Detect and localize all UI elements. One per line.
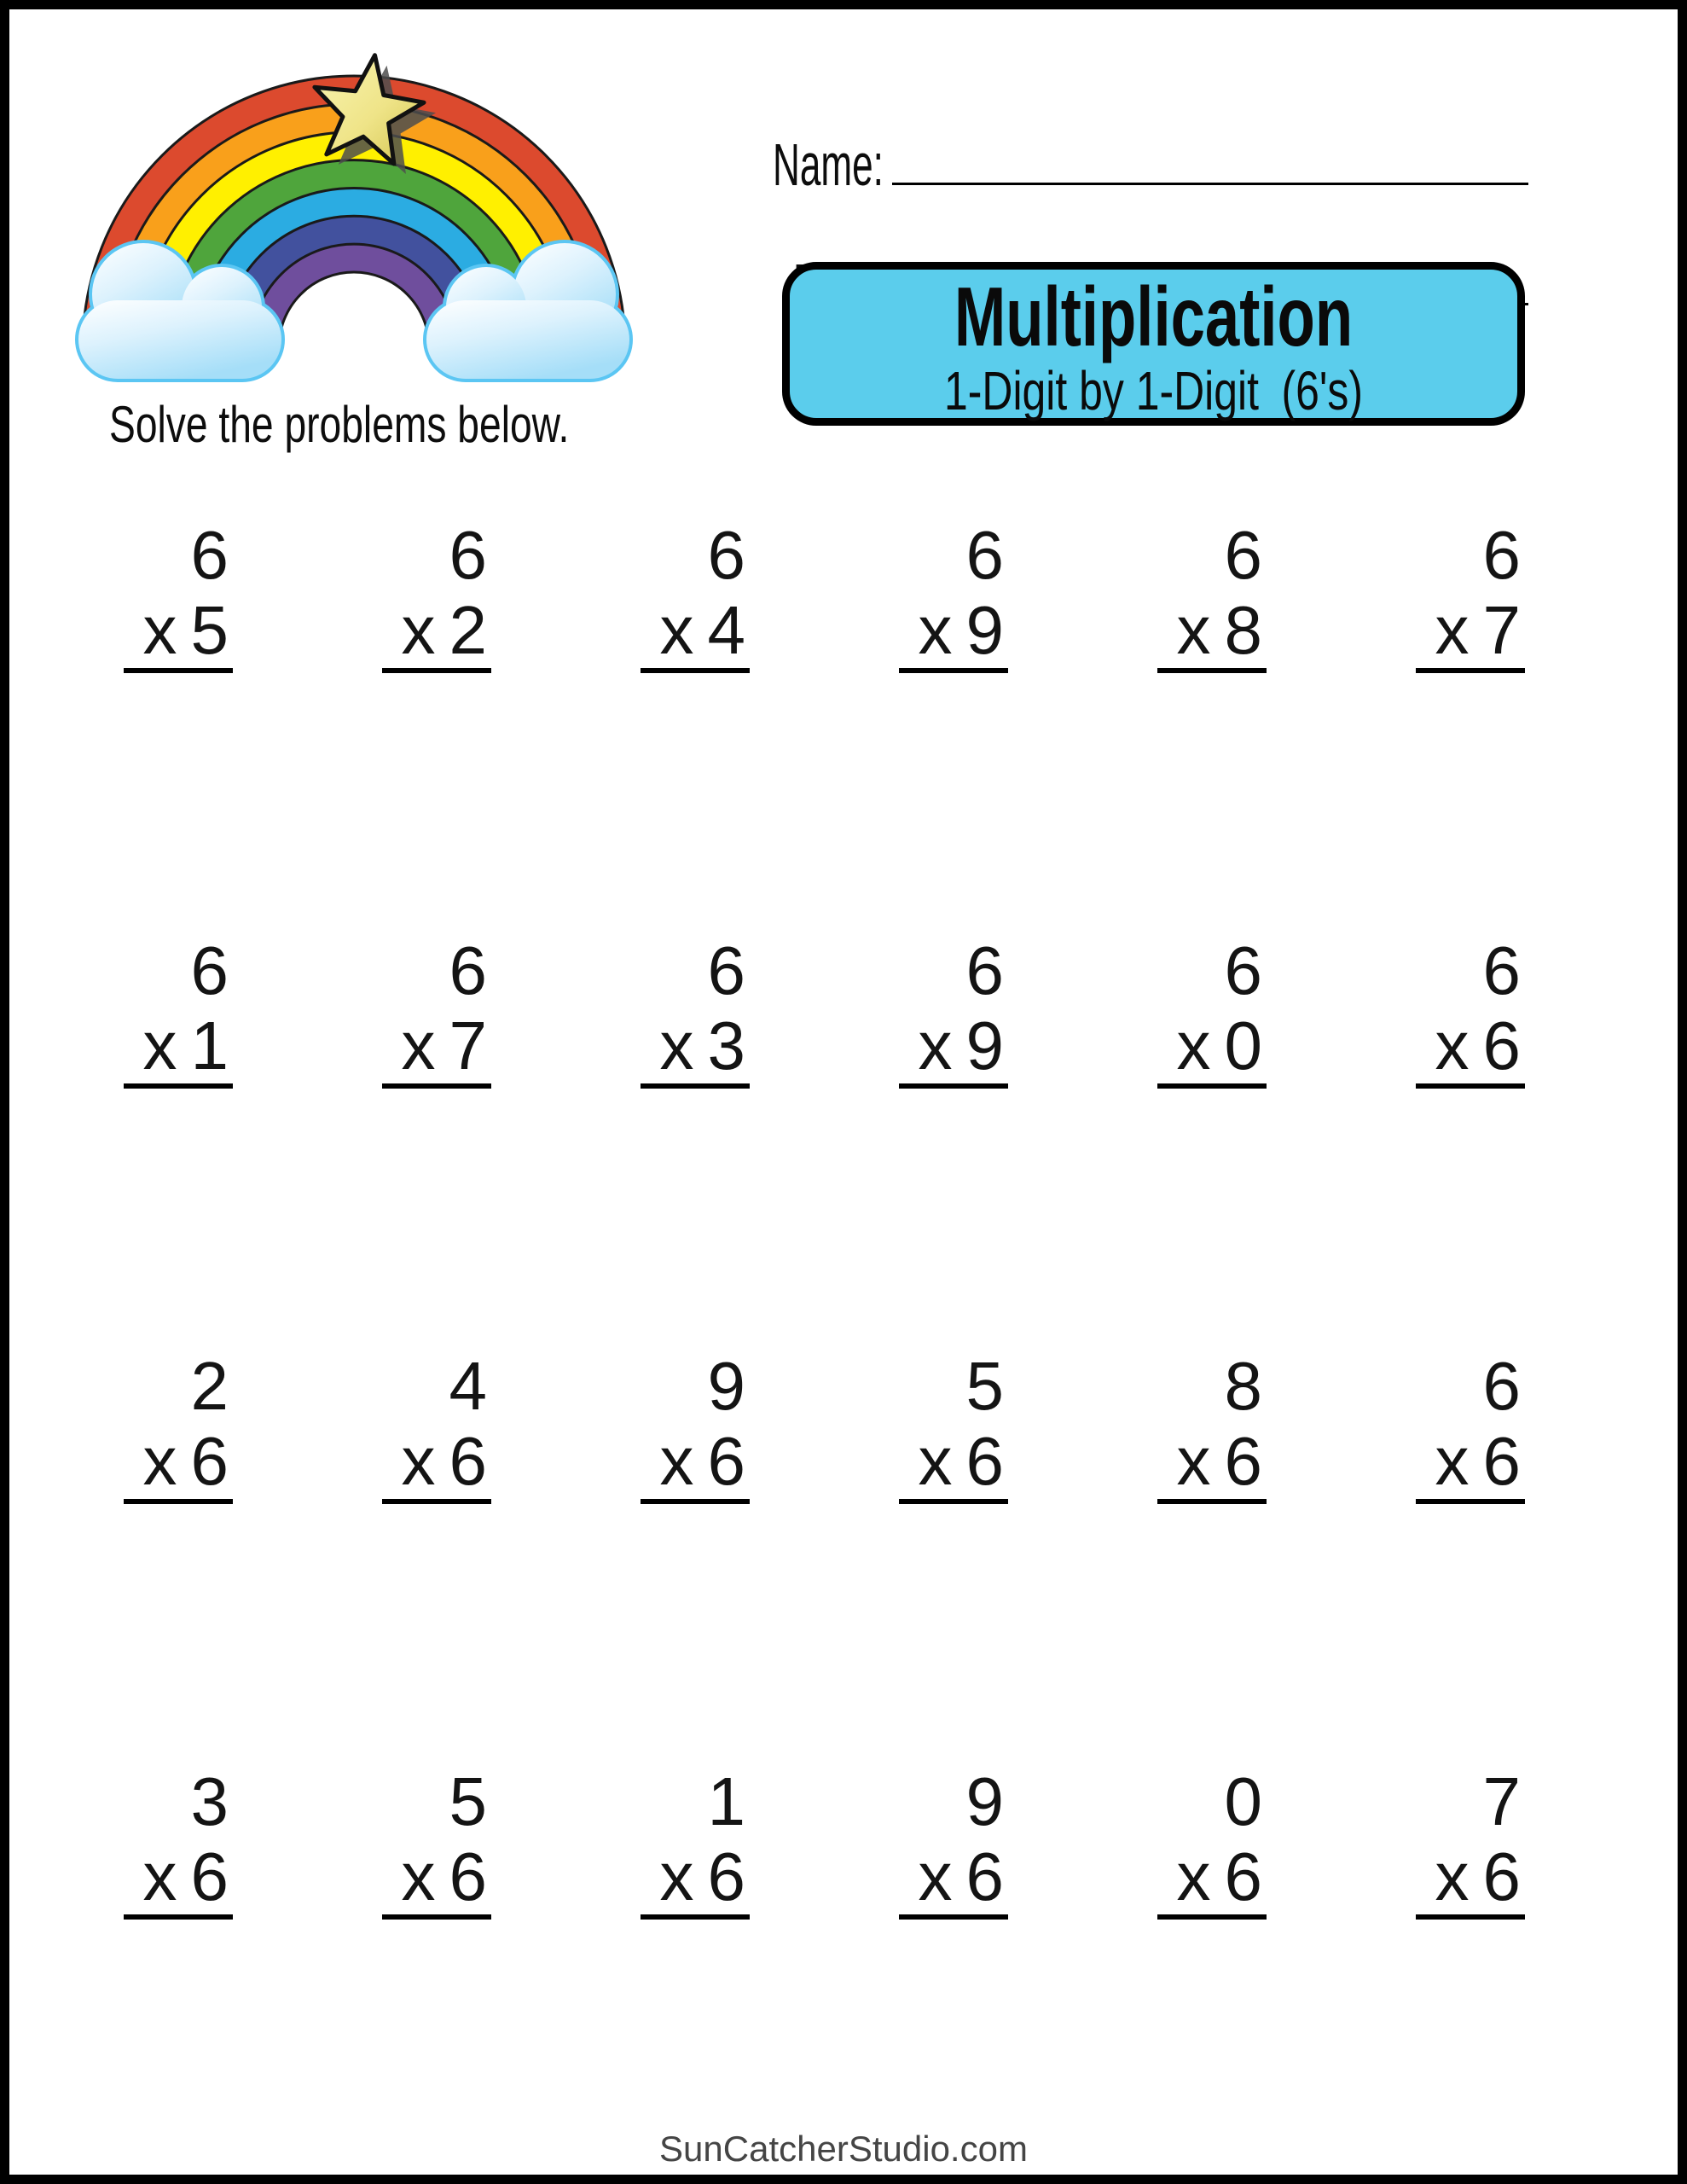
- multiply-operator: x: [659, 592, 694, 668]
- multiplicand: 6: [1482, 1348, 1521, 1424]
- multiplier-row: [382, 1424, 491, 1499]
- multiply-operator: x: [401, 592, 436, 668]
- multiply-operator: x: [401, 1423, 436, 1499]
- multiply-operator: x: [1435, 1423, 1470, 1499]
- multiply-operator: x: [918, 1423, 953, 1499]
- multiplier-row: [382, 593, 491, 668]
- instruction-text: Solve the problems below.: [109, 396, 570, 453]
- problem-21: [641, 1764, 750, 1920]
- problem-10: [899, 933, 1008, 1089]
- multiplier: 6: [965, 1838, 1004, 1914]
- problem-17: [1157, 1349, 1267, 1504]
- multiply-operator: x: [401, 1838, 436, 1914]
- problem-2: [382, 518, 491, 673]
- multiplier-row: [1157, 593, 1267, 668]
- multiplier-row: [124, 593, 233, 668]
- multiply-operator: x: [142, 1423, 177, 1499]
- multiply-operator: x: [401, 1008, 436, 1083]
- multiply-operator: x: [1176, 1008, 1211, 1083]
- multiply-operator: x: [1176, 592, 1211, 668]
- multiplier-row: [641, 1424, 750, 1499]
- multiply-operator: x: [142, 592, 177, 668]
- problem-1: [124, 518, 233, 673]
- multiplier: 8: [1224, 592, 1262, 668]
- problem-14: [382, 1349, 491, 1504]
- multiplier: 3: [707, 1008, 745, 1083]
- multiply-operator: x: [659, 1423, 694, 1499]
- problem-4: [899, 518, 1008, 673]
- problem-11: [1157, 933, 1267, 1089]
- multiply-operator: x: [1176, 1423, 1211, 1499]
- multiplicand: 5: [965, 1348, 1004, 1424]
- multiplier-row: [899, 1424, 1008, 1499]
- multiplier-row: [382, 1839, 491, 1914]
- multiplier-row: [382, 1008, 491, 1083]
- multiplier-row: [124, 1008, 233, 1083]
- multiplicand: 6: [1224, 517, 1262, 593]
- multiplier: 6: [449, 1838, 487, 1914]
- worksheet-subtitle-text: 1-Digit by 1-Digit: [944, 360, 1259, 421]
- problem-24: [1416, 1764, 1525, 1920]
- multiplier-row: [641, 1008, 750, 1083]
- multiplier: 7: [449, 1008, 487, 1083]
- multiplicand: 6: [707, 517, 745, 593]
- problem-16: [899, 1349, 1008, 1504]
- multiplier: 6: [707, 1838, 745, 1914]
- multiplicand: 5: [449, 1763, 487, 1839]
- name-blank-line: [892, 183, 1528, 185]
- multiplicand: 8: [1224, 1348, 1262, 1424]
- multiplier-row: [124, 1839, 233, 1914]
- multiply-operator: x: [918, 592, 953, 668]
- multiply-operator: x: [918, 1838, 953, 1914]
- multiplier: 6: [190, 1838, 229, 1914]
- multiplier-row: [1416, 1839, 1525, 1914]
- multiplicand: 6: [190, 932, 229, 1008]
- rainbow-illustration: [68, 44, 640, 398]
- problem-20: [382, 1764, 491, 1920]
- problem-9: [641, 933, 750, 1089]
- problem-19: [124, 1764, 233, 1920]
- multiplier-row: [1157, 1424, 1267, 1499]
- multiplier-row: [1157, 1839, 1267, 1914]
- multiplicand: 6: [965, 932, 1004, 1008]
- problems-grid: [124, 518, 1525, 1920]
- multiplicand: 6: [965, 517, 1004, 593]
- name-label: Name:: [773, 131, 884, 198]
- multiplier-row: [641, 1839, 750, 1914]
- multiplier: 6: [1224, 1838, 1262, 1914]
- multiplicand: 6: [1482, 932, 1521, 1008]
- worksheet-title-box: [782, 262, 1525, 426]
- multiplier: 5: [190, 592, 229, 668]
- multiplier-row: [641, 593, 750, 668]
- multiplicand: 6: [449, 932, 487, 1008]
- multiplicand: 9: [965, 1763, 1004, 1839]
- multiplier: 1: [190, 1008, 229, 1083]
- problem-13: [124, 1349, 233, 1504]
- multiply-operator: x: [1176, 1838, 1211, 1914]
- multiplicand: 2: [190, 1348, 229, 1424]
- multiplier-row: [899, 593, 1008, 668]
- problem-22: [899, 1764, 1008, 1920]
- multiplier: 0: [1224, 1008, 1262, 1083]
- multiplier-row: [1416, 1008, 1525, 1083]
- problem-15: [641, 1349, 750, 1504]
- multiplier-row: [124, 1424, 233, 1499]
- multiplier: 6: [1224, 1423, 1262, 1499]
- multiplicand: 3: [190, 1763, 229, 1839]
- multiplicand: 9: [707, 1348, 745, 1424]
- problem-18: [1416, 1349, 1525, 1504]
- multiply-operator: x: [1435, 1838, 1470, 1914]
- multiplicand: 6: [449, 517, 487, 593]
- multiplier: 6: [1482, 1008, 1521, 1083]
- multiplier: 2: [449, 592, 487, 668]
- problem-8: [382, 933, 491, 1089]
- multiplier-row: [1416, 593, 1525, 668]
- multiplier: 7: [1482, 592, 1521, 668]
- multiplicand: 6: [1482, 517, 1521, 593]
- multiplier-row: [899, 1839, 1008, 1914]
- multiplicand: 0: [1224, 1763, 1262, 1839]
- problem-12: [1416, 933, 1525, 1089]
- problem-7: [124, 933, 233, 1089]
- problem-23: [1157, 1764, 1267, 1920]
- multiplicand: 6: [1224, 932, 1262, 1008]
- worksheet-subtitle: [870, 360, 1437, 421]
- multiply-operator: x: [142, 1008, 177, 1083]
- multiplier-row: [1416, 1424, 1525, 1499]
- multiplier: 6: [449, 1423, 487, 1499]
- multiplicand: 1: [707, 1763, 745, 1839]
- multiplier: 6: [190, 1423, 229, 1499]
- multiply-operator: x: [1435, 592, 1470, 668]
- multiplier: 6: [1482, 1838, 1521, 1914]
- multiply-operator: x: [659, 1008, 694, 1083]
- multiplicand: 7: [1482, 1763, 1521, 1839]
- multiplier-row: [899, 1008, 1008, 1083]
- multiplier: 6: [707, 1423, 745, 1499]
- multiplier-row: [1157, 1008, 1267, 1083]
- multiplicand: 6: [707, 932, 745, 1008]
- multiplicand: 6: [190, 517, 229, 593]
- multiplier: 6: [1482, 1423, 1521, 1499]
- multiplicand: 4: [449, 1348, 487, 1424]
- footer-website: SunCatcherStudio.com: [659, 2129, 1028, 2169]
- worksheet-subtitle-tag: (6's): [1281, 360, 1363, 421]
- problem-5: [1157, 518, 1267, 673]
- multiply-operator: x: [142, 1838, 177, 1914]
- multiplier: 6: [965, 1423, 1004, 1499]
- problem-3: [641, 518, 750, 673]
- multiplier: 4: [707, 592, 745, 668]
- problem-6: [1416, 518, 1525, 673]
- multiplier: 9: [965, 592, 1004, 668]
- multiplier: 9: [965, 1008, 1004, 1083]
- multiply-operator: x: [659, 1838, 694, 1914]
- multiply-operator: x: [1435, 1008, 1470, 1083]
- worksheet-title: Multiplication: [954, 270, 1354, 363]
- multiply-operator: x: [918, 1008, 953, 1083]
